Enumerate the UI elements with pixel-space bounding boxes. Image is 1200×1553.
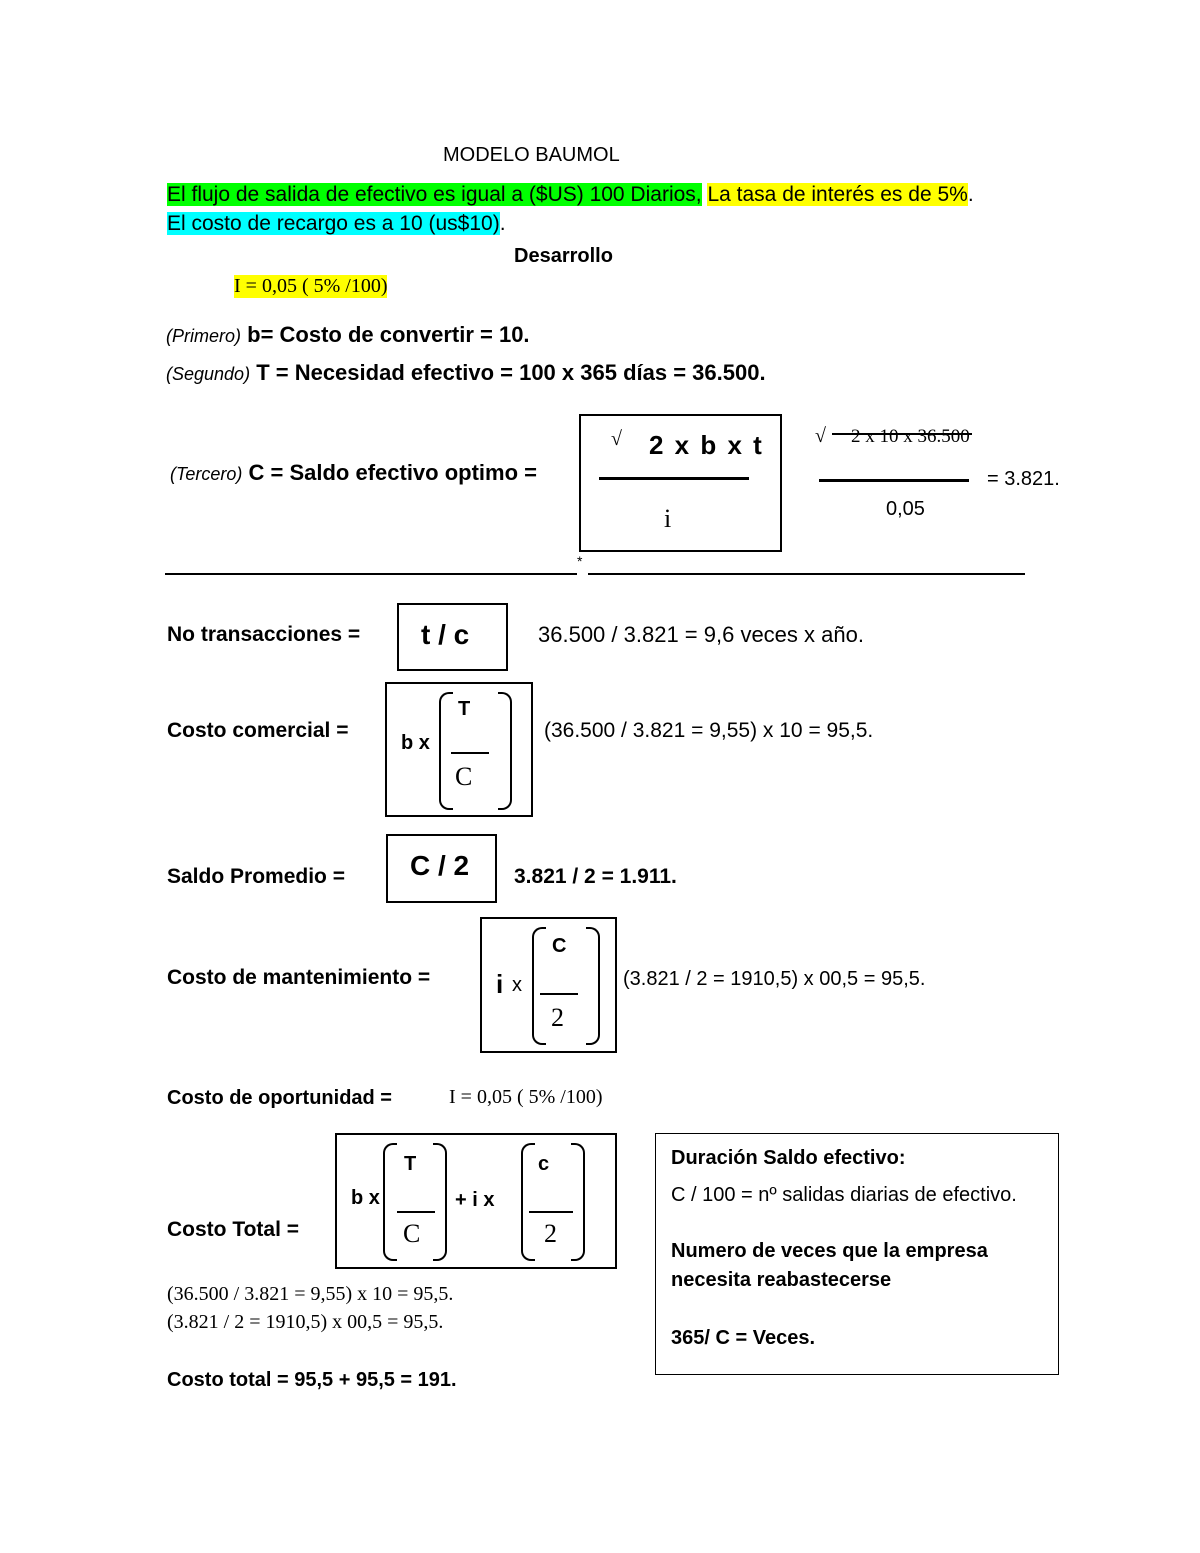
calc-denominator: 0,05 (886, 498, 925, 520)
total-plus-i-x: + i x (455, 1189, 495, 1211)
calc-numerator: 2 x 10 x 36.500 (851, 426, 970, 447)
costo-total-calc-1: (36.500 / 3.821 = 9,55) x 10 = 95,5. (167, 1283, 454, 1305)
mantenimiento-numerator: C (552, 935, 567, 957)
transacciones-formula-box (397, 603, 508, 671)
calc-sqrt-icon: √ (815, 425, 826, 447)
side-box-subtitle-2: necesita reabastecerse (671, 1269, 892, 1291)
comercial-denominator: C (455, 762, 473, 791)
intro-line-1-end: . (967, 183, 974, 206)
saldo-promedio-label: Saldo Promedio = (167, 865, 345, 888)
calc-result: = 3.821. (987, 468, 1060, 490)
saldo-promedio-formula-box (386, 834, 497, 903)
side-box-title: Duración Saldo efectivo: (671, 1147, 906, 1169)
saldo-promedio-calc: 3.821 / 2 = 1.911. (514, 865, 677, 888)
segundo-text: T = Necesidad efectivo = 100 x 365 días = 36.500. (256, 360, 766, 385)
costo-total-calc-2: (3.821 / 2 = 1910,5) x 00,5 = 95,5. (167, 1311, 444, 1333)
right-paren-icon (433, 1143, 447, 1261)
primero-tag: (Primero) (166, 326, 241, 346)
transacciones-calc: 36.500 / 3.821 = 9,6 veces x año. (538, 622, 864, 647)
oportunidad-formula: I = 0,05 ( 5% /100) (449, 1086, 603, 1108)
total-fraction-bar-1 (397, 1211, 435, 1213)
intro-cost-highlight: El costo de recargo es a 10 (us$10) (167, 212, 500, 235)
left-paren-icon (521, 1143, 535, 1261)
left-paren-icon (532, 927, 546, 1045)
asterisk-mark: * (577, 553, 583, 569)
page-title: MODELO BAUMOL (443, 144, 620, 166)
right-paren-icon (586, 927, 600, 1045)
intro-line-1 (167, 183, 974, 207)
intro-line-2-end: . (499, 212, 506, 235)
transacciones-formula: t / c (421, 619, 470, 650)
interest-formula: I = 0,05 ( 5% /100) (234, 275, 388, 297)
tercero-line (170, 460, 537, 486)
total-denominator-2: 2 (544, 1219, 557, 1248)
costo-comercial-formula-box (385, 682, 533, 817)
mantenimiento-i: i (496, 969, 504, 999)
right-paren-icon (571, 1143, 585, 1261)
right-paren-icon (498, 692, 512, 810)
optimal-cash-formula-box (579, 414, 782, 552)
saldo-promedio-formula: C / 2 (410, 850, 470, 881)
total-b-x: b x (351, 1187, 380, 1209)
comercial-fraction-bar (451, 752, 489, 754)
left-paren-icon (383, 1143, 397, 1261)
side-box-line-2: 365/ C = Veces. (671, 1327, 816, 1349)
oportunidad-label: Costo de oportunidad = (167, 1087, 392, 1109)
segundo-tag: (Segundo) (166, 364, 251, 384)
duracion-saldo-box (655, 1133, 1059, 1375)
mantenimiento-formula-box (480, 917, 617, 1053)
mantenimiento-label: Costo de mantenimiento = (167, 966, 431, 989)
costo-total-label: Costo Total = (167, 1218, 300, 1241)
comercial-numerator: T (458, 698, 471, 720)
separator-left (165, 573, 577, 575)
costo-comercial-label: Costo comercial = (167, 719, 349, 742)
comercial-b-x: b x (401, 732, 430, 754)
left-paren-icon (439, 692, 453, 810)
mantenimiento-denominator: 2 (551, 1003, 564, 1032)
mantenimiento-fraction-bar (540, 993, 578, 995)
segundo-line (166, 360, 766, 386)
side-box-subtitle-1: Numero de veces que la empresa (671, 1240, 988, 1262)
total-denominator-1: C (403, 1219, 421, 1248)
formula-denominator: i (664, 504, 672, 533)
total-fraction-bar-2 (529, 1211, 573, 1213)
costo-total-result: Costo total = 95,5 + 95,5 = 191. (167, 1369, 457, 1391)
primero-text: b= Costo de convertir = 10. (247, 322, 530, 347)
formula-numerator: 2 x b x t (649, 430, 764, 460)
primero-line (166, 322, 530, 348)
transacciones-label: No transacciones = (167, 623, 361, 646)
desarrollo-heading: Desarrollo (514, 245, 613, 267)
mantenimiento-x: x (512, 974, 522, 996)
tercero-tag: (Tercero) (170, 464, 243, 484)
calc-fraction-bar (819, 479, 969, 482)
total-numerator-1: T (404, 1153, 417, 1175)
costo-total-formula-box (335, 1133, 617, 1269)
separator-right (588, 573, 1025, 575)
intro-line-2 (167, 212, 506, 236)
intro-rate-highlight: La tasa de interés es de 5% (707, 183, 968, 206)
total-numerator-2: c (538, 1153, 550, 1175)
tercero-text: C = Saldo efectivo optimo = (248, 460, 537, 485)
sqrt-icon: √ (611, 428, 622, 450)
side-box-line-1: C / 100 = nº salidas diarias de efectivo. (671, 1184, 1017, 1206)
mantenimiento-calc: (3.821 / 2 = 1910,5) x 00,5 = 95,5. (623, 968, 926, 990)
costo-comercial-calc: (36.500 / 3.821 = 9,55) x 10 = 95,5. (544, 719, 874, 742)
fraction-bar (599, 477, 749, 480)
intro-flow-highlight: El flujo de salida de efectivo es igual a ($US) 100 Diarios, (167, 183, 702, 206)
